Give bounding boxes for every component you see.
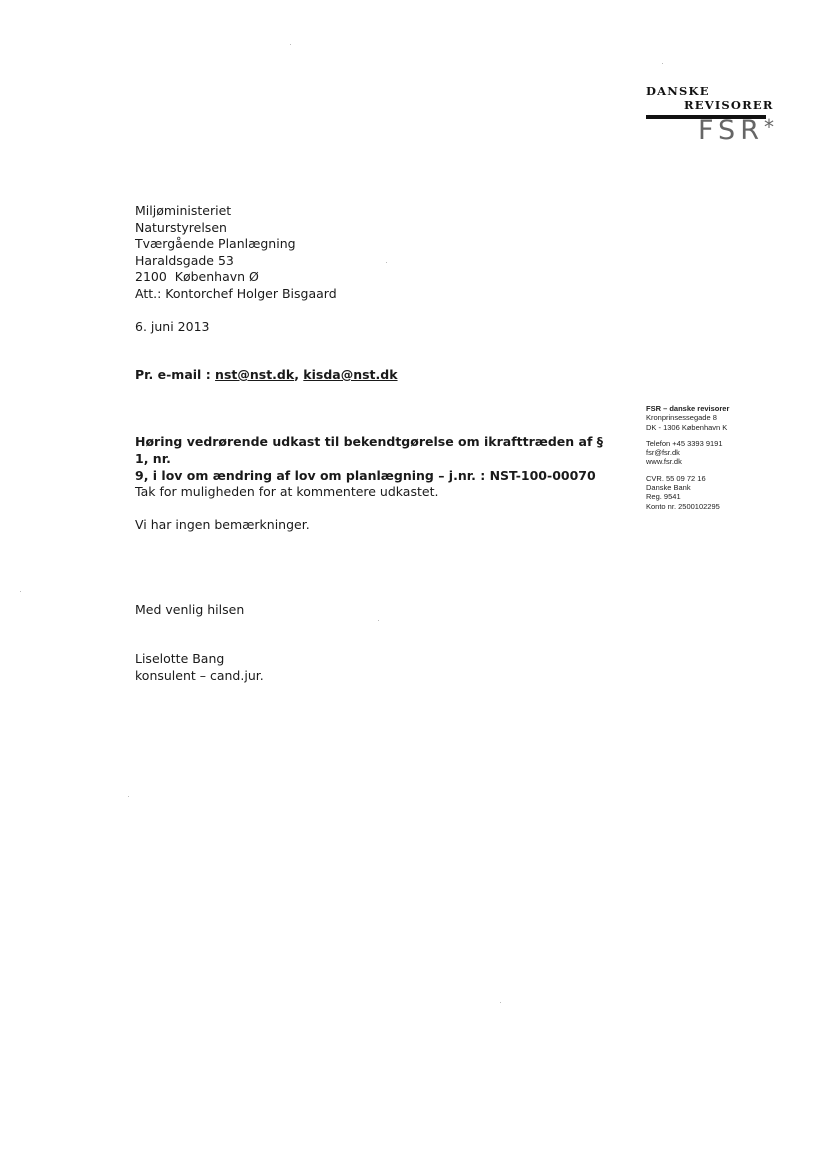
scan-speck (128, 796, 129, 797)
logo-text-danske: DANSKE (646, 84, 710, 98)
letter-date: 6. juni 2013 (135, 319, 210, 334)
logo-mark-star: * (763, 115, 774, 139)
address-line: Miljøministeriet (135, 203, 232, 218)
signer-title: konsulent – cand.jur. (135, 667, 264, 683)
email-separator: , (294, 367, 304, 382)
address-line: Tværgående Planlægning (135, 236, 296, 251)
sender-reg: Reg. 9541 (646, 492, 681, 502)
scan-speck (386, 262, 387, 263)
subject-line: Høring vedrørende udkast til bekendtgørelse om ikrafttræden af § 1, nr. (135, 434, 603, 466)
sender-cvr: CVR. 55 09 72 16 (646, 473, 706, 483)
subject-line: 9, i lov om ændring af lov om planlægning – j.nr. : NST-100-00070 (135, 468, 596, 483)
email-prefix: Pr. e-mail : (135, 367, 216, 382)
scan-speck (290, 44, 291, 45)
signature-block (135, 651, 264, 684)
sender-bank: Danske Bank (646, 483, 691, 493)
sender-email: fsr@fsr.dk (646, 448, 680, 458)
sender-city: DK - 1306 København K (646, 422, 728, 432)
sender-contact-sidebar (646, 404, 806, 518)
fsr-logo (646, 84, 774, 146)
body-paragraph: Tak for muligheden for at kommentere udkastet. (135, 484, 439, 499)
scan-speck (378, 620, 379, 621)
address-line: Haraldsgade 53 (135, 252, 234, 268)
email-line (135, 367, 398, 384)
sender-web: www.fsr.dk (646, 457, 682, 467)
scan-speck (500, 1002, 501, 1003)
sender-address-group (646, 404, 806, 432)
sender-contact-group (646, 439, 806, 467)
sender-org: FSR – danske revisorer (646, 404, 730, 413)
recipient-address (135, 203, 337, 302)
sender-street: Kronprinsessegade 8 (646, 413, 717, 423)
logo-mark-letters: FSR (698, 115, 764, 146)
logo-mark-fsr (698, 117, 774, 144)
sender-phone: Telefon +45 3393 9191 (646, 438, 723, 448)
address-line: Naturstyrelsen (135, 219, 227, 235)
scan-speck (662, 63, 663, 64)
sender-account: Konto nr. 2500102295 (646, 501, 720, 511)
address-line: Att.: Kontorchef Holger Bisgaard (135, 285, 337, 301)
email-link-nst[interactable]: nst@nst.dk (215, 367, 295, 382)
logo-text-revisorer: REVISORER (684, 98, 774, 112)
address-line: 2100 København Ø (135, 269, 259, 284)
body-paragraph: Vi har ingen bemærkninger. (135, 517, 310, 532)
sender-bank-group (646, 474, 806, 511)
email-link-kisda[interactable]: kisda@nst.dk (303, 367, 398, 382)
signer-name: Liselotte Bang (135, 651, 225, 666)
closing-greeting: Med venlig hilsen (135, 602, 245, 617)
letter-subject (135, 433, 605, 484)
scan-speck (20, 591, 21, 592)
